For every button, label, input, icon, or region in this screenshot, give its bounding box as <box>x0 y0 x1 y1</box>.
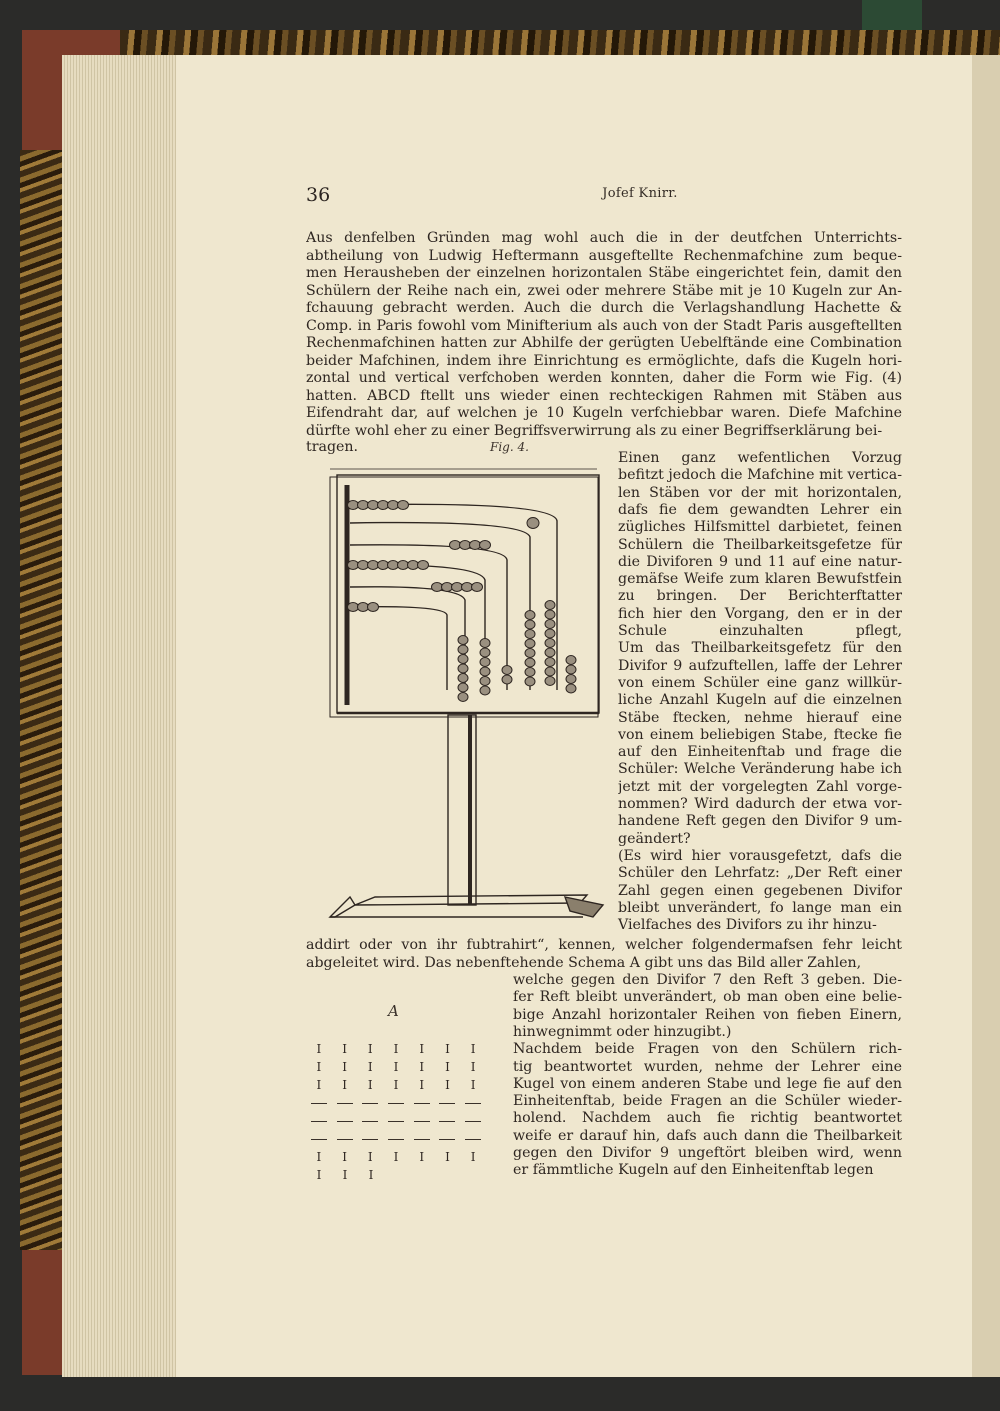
schema-cell: I <box>445 1060 450 1074</box>
schema-dash <box>435 1094 461 1112</box>
running-head: Jofef Knirr. <box>602 186 678 201</box>
abacus-bead <box>566 665 576 674</box>
abacus-bead <box>480 639 490 648</box>
schema-cell: I <box>393 1150 399 1164</box>
schema-a <box>306 1040 486 1184</box>
page-stack-edge <box>62 55 180 1377</box>
abacus-bead <box>545 658 555 667</box>
abacus-bead <box>458 664 468 673</box>
abacus-bead <box>480 667 490 676</box>
text-line: bige Anzahl horizontaler Reihen von fieben Einern, <box>513 1006 902 1023</box>
abacus-bead <box>545 639 555 648</box>
abacus-bead <box>388 561 399 570</box>
text-line: abtheilung von Ludwig Heftermann ausgeftellte Rechenmafchine zum beque- <box>306 247 902 264</box>
schema-cell: I <box>342 1060 347 1074</box>
abacus-bead <box>458 636 468 645</box>
abacus-bead <box>545 648 555 657</box>
abacus-bead <box>462 583 473 592</box>
text-line: Schüler: Welche Veränderung habe ich <box>618 761 902 778</box>
abacus-bead <box>348 561 359 570</box>
abacus-bead <box>458 683 468 692</box>
abacus-bead <box>452 583 463 592</box>
abacus-bead <box>388 501 399 510</box>
text-line: handene Reft gegen den Divifor 9 um- <box>618 813 902 830</box>
text-line: Schülern der Reihe nach ein, zwei oder mehrere Stäbe mit je 10 Kugeln zur An- <box>306 282 902 299</box>
abacus-bead <box>358 603 369 612</box>
text-line: fich hier den Vorgang, den er in der <box>618 605 902 622</box>
schema-dash <box>460 1094 486 1112</box>
abacus-bead <box>458 645 468 654</box>
abacus-bead <box>470 541 481 550</box>
abacus-bead <box>525 668 535 677</box>
text-line: von einem beliebigen Stabe, ftecke fie <box>618 726 902 743</box>
schema-cell: I <box>367 1060 373 1074</box>
schema-dash <box>332 1112 358 1130</box>
abacus-bead <box>398 501 409 510</box>
bookmark-ribbon <box>862 0 922 30</box>
abacus-bead <box>398 561 409 570</box>
schema-cell: I <box>470 1060 476 1074</box>
abacus-bead <box>480 648 490 657</box>
text-line: auf den Einheitenftab und frage die <box>618 744 902 761</box>
schema-dash <box>383 1094 409 1112</box>
text-line: Um das Theilbarkeitsgefetz für den <box>618 640 902 657</box>
abacus-bead <box>450 541 461 550</box>
schema-row <box>306 1166 486 1184</box>
schema-dash <box>383 1130 409 1148</box>
text-line: Comp. in Paris fowohl vom Minifterium als auch von der Stadt Paris ausgeftellten <box>306 317 902 334</box>
schema-cell: I <box>367 1042 373 1056</box>
text-line: Zahl gegen einen gegebenen Divifor <box>618 882 902 899</box>
figure-abacus <box>325 465 625 935</box>
schema-row <box>306 1058 486 1076</box>
schema-cell: I <box>393 1060 399 1074</box>
text-line: er fämmtliche Kugeln auf den Einheitenftab legen <box>513 1162 874 1179</box>
abacus-bead <box>418 561 429 570</box>
schema-cell: I <box>445 1150 450 1164</box>
abacus-bead <box>525 658 535 667</box>
schema-cell: I <box>419 1042 425 1056</box>
abacus-bead <box>348 501 359 510</box>
text-line: Stäbe ftecken, nehme hierauf eine <box>618 709 902 726</box>
schema-dash <box>409 1130 435 1148</box>
text-line: Vielfaches des Divifors zu ihr hinzu- <box>618 917 877 934</box>
text-line: Kugel von einem anderen Stabe und lege fie auf den <box>513 1075 902 1092</box>
schema-cell: I <box>393 1078 399 1092</box>
abacus-bead <box>358 561 369 570</box>
abacus-bead <box>545 677 555 686</box>
text-line: weife er darauf hin, dafs auch dann die Theilbarkeit <box>513 1127 902 1144</box>
schema-dash <box>357 1094 383 1112</box>
abacus-bead <box>525 639 535 648</box>
schema-cell: I <box>367 1078 373 1092</box>
text-line: Divifor 9 aufzuftellen, laffe der Lehrer <box>618 657 902 674</box>
abacus-bead <box>368 603 379 612</box>
text-line: gemäfse Weife zum klaren Bewufstfein <box>618 571 902 588</box>
schema-cell: I <box>445 1078 450 1092</box>
schema-dash <box>460 1112 486 1130</box>
schema-cell: I <box>342 1150 347 1164</box>
schema-dash <box>332 1094 358 1112</box>
schema-cell: I <box>419 1060 425 1074</box>
abacus-bead <box>480 658 490 667</box>
abacus-bead <box>545 610 555 619</box>
text-line-tragen: tragen. <box>306 439 359 455</box>
schema-cell: I <box>316 1168 322 1182</box>
text-line: holend. Nachdem auch fie richtig beantwortet <box>513 1110 902 1127</box>
text-line: nommen? Wird dadurch der etwa vor- <box>618 796 902 812</box>
abacus-bead <box>348 603 359 612</box>
schema-cell: I <box>342 1042 347 1056</box>
abacus-bead <box>502 675 512 684</box>
text-line: abgeleitet wird. Das nebenftehende Schema A gibt uns das Bild aller Zahlen, <box>306 954 862 971</box>
text-line: befitzt jedoch die Mafchine mit vertica- <box>618 467 902 484</box>
schema-row <box>306 1040 486 1058</box>
schema-cell: I <box>342 1168 348 1182</box>
text-line: men Herausheben der einzelnen horizontalen Stäbe eingerichtet fein, damit den <box>306 265 902 281</box>
schema-dash <box>306 1130 332 1148</box>
text-line: hatten. ABCD ftellt uns wieder einen rechteckigen Rahmen mit Stäben aus <box>306 387 902 404</box>
text-line: welche gegen den Divifor 7 den Reft 3 geben. Die- <box>513 972 902 988</box>
schema-cell: I <box>342 1078 347 1092</box>
text-line: dafs fie dem gewandten Lehrer ein <box>618 501 902 518</box>
text-line: Schule einzuhalten pflegt, <box>618 623 902 639</box>
text-line: fchauung gebracht werden. Auch die durch die Verlagshandlung Hachette & <box>306 300 902 316</box>
text-line: Eifendraht dar, auf welchen je 10 Kugeln verfchiebbar waren. Diefe Mafchine <box>306 405 902 421</box>
abacus-bead <box>525 649 535 658</box>
text-line: bleibt unverändert, fo lange man ein <box>618 899 902 916</box>
abacus-bead <box>368 501 379 510</box>
schema-cell: I <box>419 1078 425 1092</box>
abacus-bead <box>566 675 576 684</box>
text-line: tig beantwortet wurden, nehme der Lehrer eine <box>513 1058 902 1075</box>
schema-dash <box>306 1112 332 1130</box>
abacus-bead <box>368 561 379 570</box>
schema-dash <box>383 1112 409 1130</box>
abacus-bead <box>545 601 555 610</box>
marbled-edge-top <box>120 30 1000 56</box>
abacus-bead <box>378 561 389 570</box>
text-line: hinwegnimmt oder hinzugibt.) <box>513 1023 732 1040</box>
text-line: geändert? <box>618 830 691 847</box>
abacus-bead <box>545 629 555 638</box>
schema-cell: I <box>445 1042 450 1056</box>
schema-cell: I <box>368 1168 374 1182</box>
schema-dash <box>460 1130 486 1148</box>
text-line: len Stäben vor der mit horizontalen, <box>618 484 902 501</box>
schema-cell: I <box>419 1150 425 1164</box>
text-line: Einheitenftab, beide Fragen an die Schüler wieder- <box>513 1093 902 1110</box>
schema-cell: I <box>316 1078 322 1092</box>
abacus-bead <box>525 630 535 639</box>
schema-dash <box>409 1094 435 1112</box>
abacus-bead <box>442 583 453 592</box>
text-line: gegen den Divifor 9 ungeftört bleiben wird, wenn <box>513 1145 902 1161</box>
abacus-bead <box>525 677 535 686</box>
text-line: dürfte wohl eher zu einer Begriffsverwirrung als zu einer Begriffserklärung bei- <box>306 422 883 439</box>
schema-row <box>306 1094 486 1112</box>
abacus-bead <box>566 684 576 693</box>
abacus-bead <box>472 583 483 592</box>
abacus-bead <box>432 583 443 592</box>
page-number: 36 <box>306 184 331 206</box>
schema-cell: I <box>470 1042 476 1056</box>
text-line: zügliches Hilfsmittel darbietet, feinen <box>618 519 902 536</box>
text-line: (Es wird hier vorausgefetzt, dafs die <box>618 847 902 864</box>
schema-dash <box>357 1112 383 1130</box>
text-line: Rechenmafchinen hatten zur Abhilfe der gerügten Uebelftände eine Combination <box>306 335 902 351</box>
schema-cell: I <box>316 1042 322 1056</box>
schema-dash <box>332 1130 358 1148</box>
schema-row <box>306 1130 486 1148</box>
abacus-bead <box>545 667 555 676</box>
text-line: fer Reft bleibt unverändert, ob man oben eine belie- <box>513 989 902 1006</box>
schema-cell: I <box>470 1078 476 1092</box>
schema-label: A <box>388 1002 399 1020</box>
schema-dash <box>357 1130 383 1148</box>
abacus-bead <box>527 518 539 529</box>
schema-row <box>306 1076 486 1094</box>
schema-row <box>306 1112 486 1130</box>
text-line: Schüler den Lehrfatz: „Der Reft einer <box>618 865 902 882</box>
text-line: jetzt mit der vorgelegten Zahl vorge- <box>618 778 902 795</box>
abacus-bead <box>480 686 490 695</box>
abacus-bead <box>502 666 512 675</box>
abacus-bead <box>358 501 369 510</box>
figure-caption: Fig. 4. <box>490 440 529 454</box>
abacus-bead <box>458 674 468 683</box>
schema-dash <box>435 1130 461 1148</box>
schema-cell: I <box>470 1150 476 1164</box>
schema-dash <box>409 1112 435 1130</box>
text-line: beider Mafchinen, indem ihre Einrichtung es ermöglichte, dafs die Kugeln hori- <box>306 352 902 369</box>
schema-cell: I <box>393 1042 399 1056</box>
text-line: liche Anzahl Kugeln auf die einzelnen <box>618 692 902 709</box>
abacus-bead <box>458 655 468 664</box>
text-line: zontal und vertical verfchoben werden konnten, daher die Form wie Fig. (4) <box>306 370 902 386</box>
schema-dash <box>435 1112 461 1130</box>
abacus-bead <box>566 656 576 665</box>
abacus-bead <box>480 677 490 686</box>
text-line: Einen ganz wefentlichen Vorzug <box>618 450 902 466</box>
schema-row <box>306 1148 486 1166</box>
schema-cell: I <box>316 1150 322 1164</box>
text-line: Aus denfelben Gründen mag wohl auch die in der deutfchen Unterrichts- <box>306 230 902 246</box>
text-line: von einem Schüler eine ganz willkür- <box>618 674 902 691</box>
abacus-bead <box>408 561 419 570</box>
text-line: Nachdem beide Fragen von den Schülern rich- <box>513 1041 902 1058</box>
text-line: addirt oder von ihr fubtrahirt“, kennen, welcher folgendermafsen fehr leicht <box>306 937 902 953</box>
text-line: die Diviforen 9 und 11 auf eine natur- <box>618 553 902 570</box>
schema-dash <box>306 1094 332 1112</box>
abacus-bead <box>460 541 471 550</box>
abacus-bead <box>480 541 491 550</box>
right-page-edge <box>972 55 1000 1377</box>
abacus-bead <box>545 620 555 629</box>
abacus-bead <box>378 501 389 510</box>
schema-cell: I <box>316 1060 322 1074</box>
abacus-bead <box>525 620 535 629</box>
abacus-bead <box>458 693 468 702</box>
schema-cell: I <box>367 1150 373 1164</box>
text-line: Schülern die Theilbarkeitsgefetze für <box>618 536 902 553</box>
abacus-bead <box>525 611 535 620</box>
text-line: zu bringen. Der Berichterftatter <box>618 588 902 605</box>
